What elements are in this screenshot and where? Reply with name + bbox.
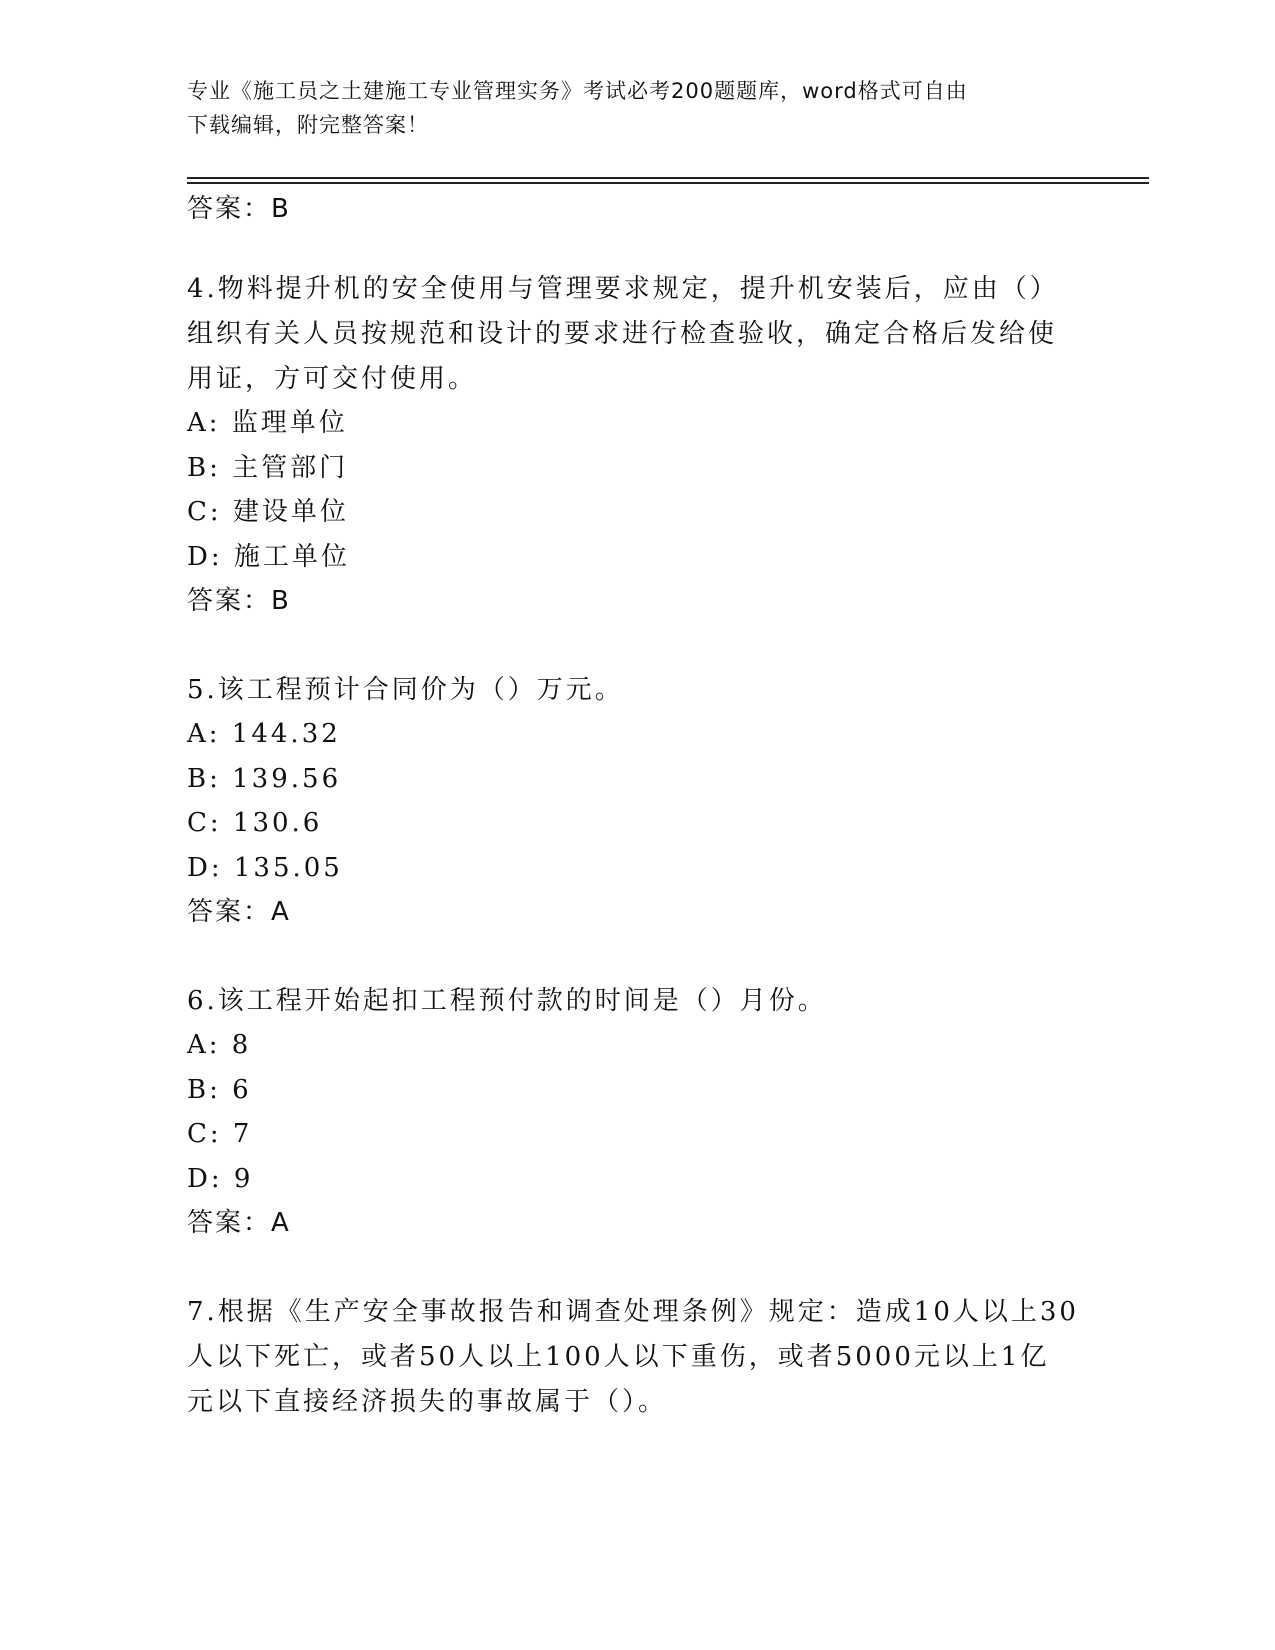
q5-option-c: C: 130.6 [187,808,323,838]
q4-option-a: A: 监理单位 [187,408,348,438]
q4-text-line-1: 4.物料提升机的安全使用与管理要求规定，提升机安装后，应由（） [187,274,1059,304]
q6-option-b: B: 6 [187,1075,252,1105]
q4-option-b: B: 主管部门 [187,453,349,483]
q7-text-line-1: 7.根据《生产安全事故报告和调查处理条例》规定：造成10人以上30 [187,1297,1079,1327]
q4-text-line-3: 用证，方可交付使用。 [187,364,478,394]
q4-option-c: C: 建设单位 [187,497,349,527]
q4-option-d: D: 施工单位 [187,542,350,572]
q4-text-line-2: 组织有关人员按规范和设计的要求进行检查验收，确定合格后发给使 [187,319,1058,349]
answer-prev: 答案：B [187,194,291,224]
q4-answer: 答案：B [187,586,291,616]
q6-option-c: C: 7 [187,1119,253,1149]
q6-option-d: D: 9 [187,1164,254,1194]
header-divider-bottom [187,182,1149,184]
q5-answer: 答案：A [187,897,291,927]
q5-option-b: B: 139.56 [187,764,342,794]
document-header [187,74,1067,142]
header-line-2: 下载编辑，附完整答案！ [187,113,429,137]
q7-text-line-3: 元以下直接经济损失的事故属于（）。 [187,1387,668,1417]
header-line-1: 专业《施工员之土建施工专业管理实务》考试必考200题题库，word格式可自由 [187,79,968,103]
q7-text-line-2: 人以下死亡，或者50人以上100人以下重伤，或者5000元以上1亿 [187,1342,1050,1372]
q6-answer: 答案：A [187,1208,291,1238]
q5-option-a: A: 144.32 [187,719,341,749]
q6-text: 6.该工程开始起扣工程预付款的时间是（）月份。 [187,986,827,1016]
header-divider-top [187,177,1149,179]
q5-text: 5.该工程预计合同价为（）万元。 [187,675,624,705]
q6-option-a: A: 8 [187,1030,252,1060]
q5-option-d: D: 135.05 [187,853,343,883]
